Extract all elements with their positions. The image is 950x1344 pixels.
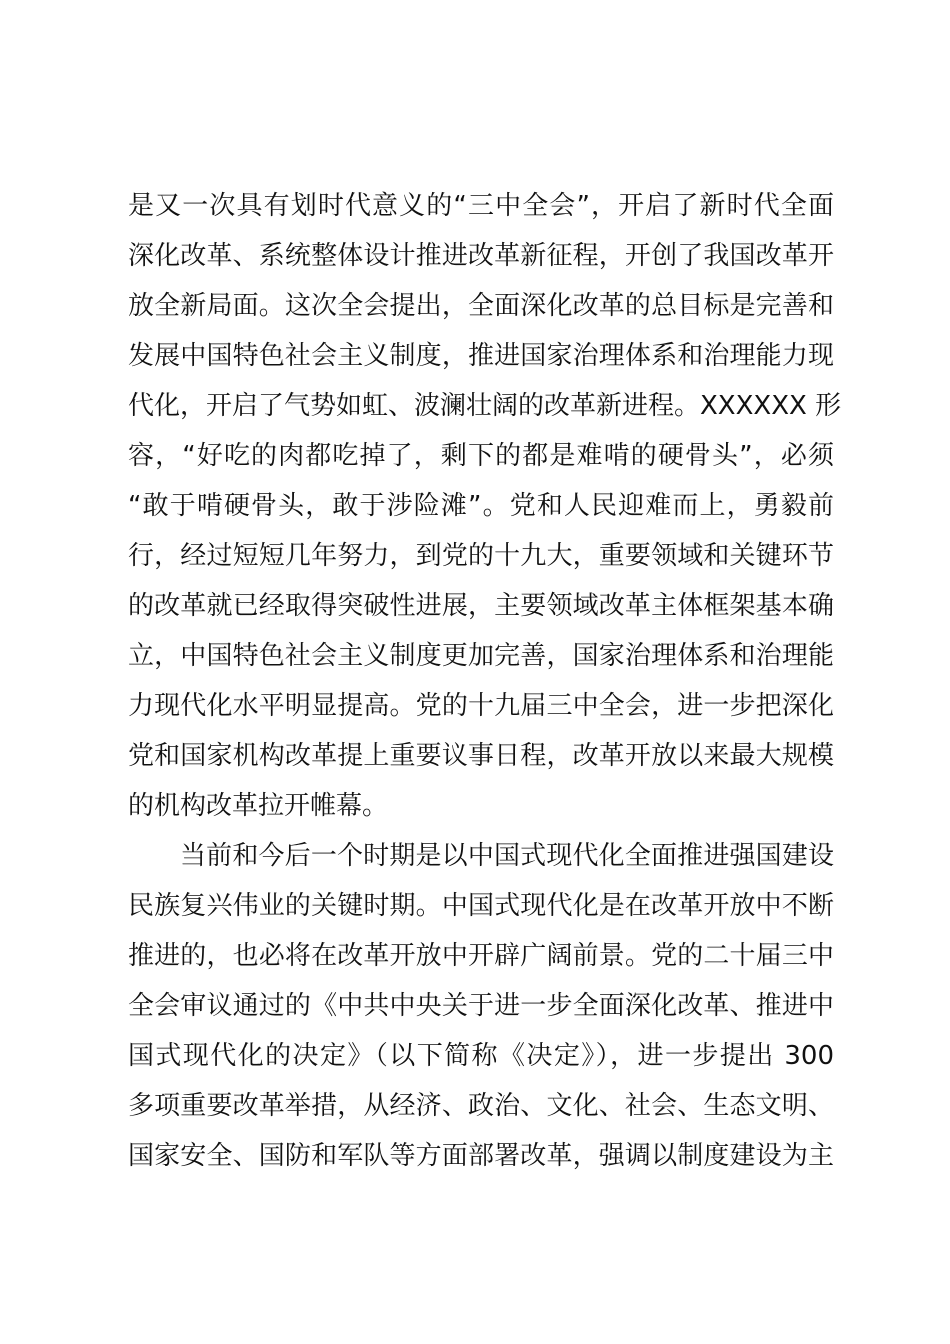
- paragraph-1: [128, 181, 842, 831]
- paragraph-2: [128, 831, 834, 1181]
- paragraph-line: 的改革就已经取得突破性进展，主要领域改革主体框架基本确: [128, 591, 834, 621]
- paragraph-line: 发展中国特色社会主义制度，推进国家治理体系和治理能力现: [128, 341, 834, 371]
- paragraph-line: 的机构改革拉开帷幕。: [128, 791, 389, 821]
- paragraph-line: 深化改革、系统整体设计推进改革新征程，开创了我国改革开: [128, 241, 834, 271]
- paragraph-line: 是又一次具有划时代意义的“三中全会”，开启了新时代全面: [128, 191, 834, 221]
- paragraph-line: 代化，开启了气势如虹、波澜壮阔的改革新进程。XXXXXX 形: [128, 391, 842, 421]
- paragraph-line: 多项重要改革举措，从经济、政治、文化、社会、生态文明、: [128, 1091, 834, 1121]
- paragraph-line: 立，中国特色社会主义制度更加完善，国家治理体系和治理能: [128, 641, 834, 671]
- paragraph-line: 放全新局面。这次全会提出，全面深化改革的总目标是完善和: [128, 291, 834, 321]
- paragraph-line: “敢于啃硬骨头，敢于涉险滩”。党和人民迎难而上，勇毅前: [128, 491, 834, 521]
- paragraph-line: 国家安全、国防和军队等方面部署改革，强调以制度建设为主: [128, 1141, 834, 1171]
- paragraph-line: 全会审议通过的《中共中央关于进一步全面深化改革、推进中: [128, 991, 834, 1021]
- paragraph-line: 民族复兴伟业的关键时期。中国式现代化是在改革开放中不断: [128, 891, 834, 921]
- paragraph-line: 行，经过短短几年努力，到党的十九大，重要领域和关键环节: [128, 541, 834, 571]
- paragraph-line: 国式现代化的决定》（以下简称《决定》），进一步提出 300: [128, 1041, 834, 1071]
- paragraph-line: 当前和今后一个时期是以中国式现代化全面推进强国建设: [180, 841, 834, 871]
- body-text: [128, 181, 842, 1181]
- paragraph-line: 推进的，也必将在改革开放中开辟广阔前景。党的二十届三中: [128, 941, 834, 971]
- paragraph-line: 容，“好吃的肉都吃掉了，剩下的都是难啃的硬骨头”，必须: [128, 441, 834, 471]
- paragraph-line: 力现代化水平明显提高。党的十九届三中全会，进一步把深化: [128, 691, 834, 721]
- paragraph-line: 党和国家机构改革提上重要议事日程，改革开放以来最大规模: [128, 741, 834, 771]
